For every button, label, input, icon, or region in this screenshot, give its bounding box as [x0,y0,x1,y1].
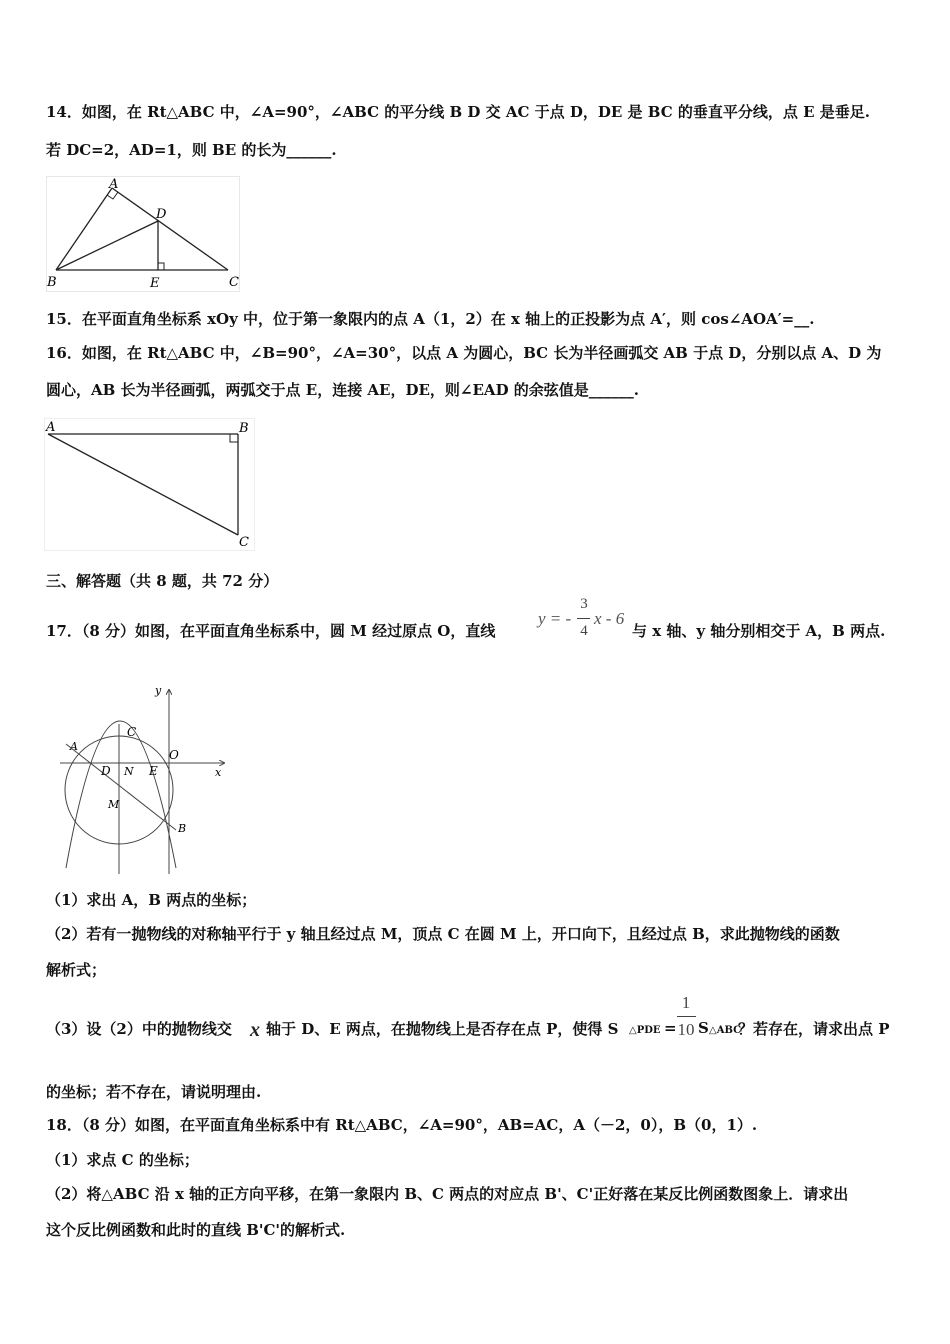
figure-q14 [46,176,246,292]
fig17-label-a: A [70,740,78,753]
q17-part3-sub2: △ABC [709,1025,742,1036]
q17-part3-denominator: 10 [677,1020,695,1039]
section-title: 三、解答题（共 8 题，共 72 分） [46,572,279,590]
fig14-label-b: B [47,275,57,290]
fig17-label-b: B [178,822,187,835]
q17-part3-d: ？若存在，请求出点 P [738,1020,890,1038]
fig16-label-c: C [239,535,249,550]
fig17-label-y: y [155,684,162,697]
fig17-label-m: M [108,798,120,811]
fig16-label-a: A [46,420,56,435]
q16-line1: 16．如图，在 Rt△ABC 中，∠B=90°，∠A=30°，以点 A 为圆心，BC 长为半径画弧交 AB 于点 D，分别以点 A、D 为 [46,344,882,362]
q17-part3-a: （3）设（2）中的抛物线交 [46,1020,232,1038]
fig16-label-b: B [239,421,249,436]
q17-eq-denominator: 4 [580,623,588,639]
q17-part3-c: S [698,1019,709,1037]
q17-part3-numerator: 1 [681,993,691,1012]
q17-intro-b: 与 x 轴、y 轴分别相交于 A，B 两点. [632,622,886,640]
q17-eq-rhs: x - 6 [594,609,625,628]
q18-part2-line2: 这个反比例函数和此时的直线 B'C'的解析式. [46,1221,346,1239]
q17-eq-numerator: 3 [580,596,588,612]
q17-intro-a: 17．（8 分）如图，在平面直角坐标系中，圆 M 经过原点 O，直线 [46,622,496,640]
fig14-label-a: A [109,177,119,192]
q17-part3-b: 轴于 D、E 两点，在抛物线上是否存在点 P，使得 S [266,1020,619,1038]
q17-part3-eq: = [664,1019,677,1037]
q17-eq-lhs: y = - [538,609,572,628]
q17-part1: （1）求出 A，B 两点的坐标； [46,891,257,909]
fig14-label-d: D [156,207,167,222]
q17-part2-line1: （2）若有一抛物线的对称轴平行于 y 轴且经过点 M，顶点 C 在圆 M 上，开口向下，且经过点 B，求此抛物线的函数 [46,925,840,943]
q17-eq-fraction-bar [577,618,590,619]
q18-line1: 18．（8 分）如图，在平面直角坐标系中有 Rt△ABC，∠A=90°，AB=AC，A（－2，0），B（0，1）. [46,1116,758,1134]
fig17-label-n: N [124,765,134,778]
fig17-label-x: x [215,766,222,779]
q18-part1: （1）求点 C 的坐标； [46,1151,199,1169]
fig17-label-c: C [127,725,137,739]
q14-line1: 14．如图，在 Rt△ABC 中，∠A=90°，∠ABC 的平分线 B D 交 AC 于点 D，DE 是 BC 的垂直平分线，点 E 是垂足. [46,103,870,121]
q16-line2: 圆心，AB 长为半径画弧，两弧交于点 E，连接 AE，DE，则∠EAD 的余弦值是______. [46,381,640,399]
q17-part3-line2: 的坐标；若不存在，请说明理由. [46,1083,262,1101]
q17-part3-x: x [250,1019,260,1041]
q17-part2-line2: 解析式； [46,961,107,979]
q14-line2: 若 DC=2，AD=1，则 BE 的长为______. [46,141,337,159]
fig14-label-c: C [229,275,239,290]
fig17-label-o: O [169,748,179,762]
q18-part2-line1: （2）将△ABC 沿 x 轴的正方向平移，在第一象限内 B、C 两点的对应点 B'、C'正好落在某反比例函数图象上．请求出 [46,1185,849,1203]
q17-part3-sub1: △PDE [629,1025,661,1036]
fig14-label-e: E [150,276,160,291]
figure-q16 [44,418,256,552]
figure-q17 [52,684,234,876]
q17-part3-fraction-bar [677,1016,696,1017]
q15-line1: 15．在平面直角坐标系 xOy 中，位于第一象限内的点 A（1，2）在 x 轴上的正投影为点 A′，则 cos∠AOA′=__. [46,310,815,328]
fig17-label-e: E [149,764,158,778]
fig17-label-d: D [101,764,111,778]
